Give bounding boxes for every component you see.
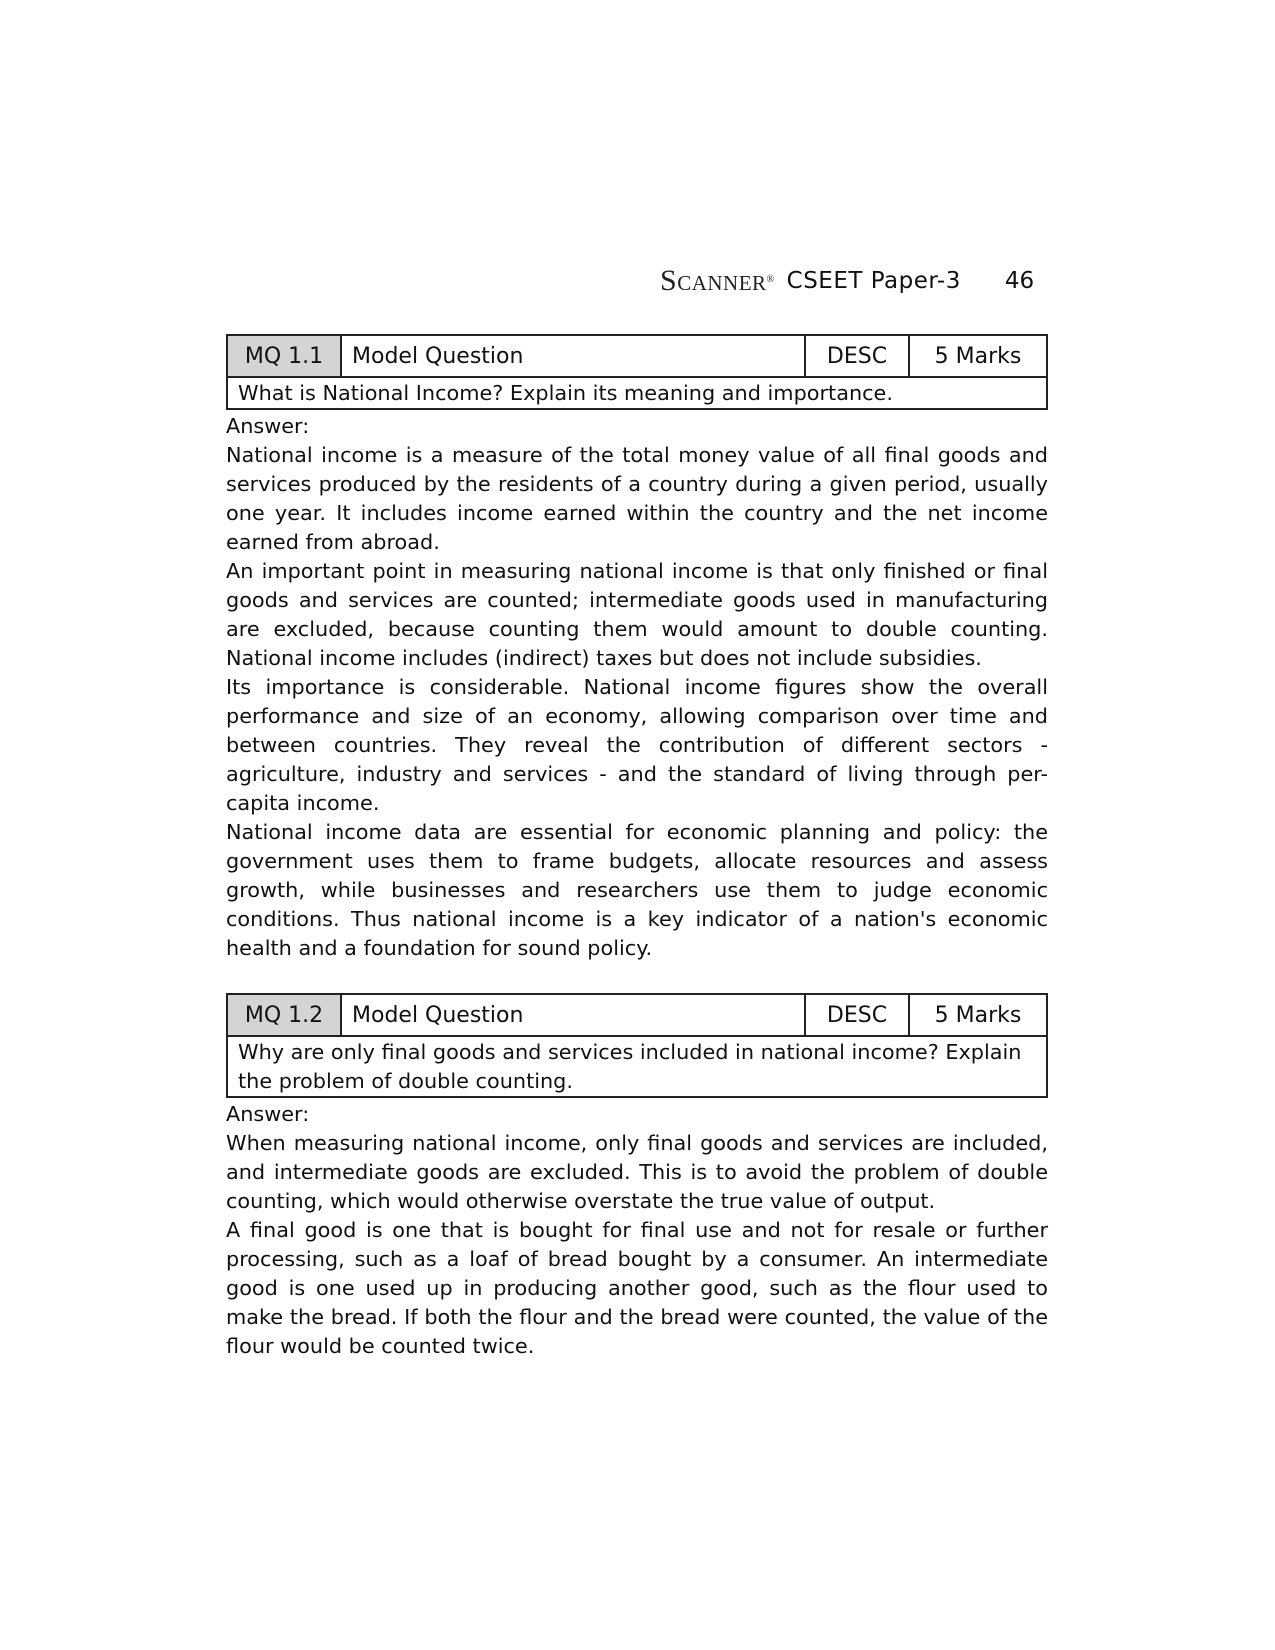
question-text: What is National Income? Explain its meaning and importance. (227, 377, 1047, 409)
question-text: Why are only final goods and services included in national income? Explain the problem of double counting. (227, 1036, 1047, 1097)
page-number: 46 (1004, 268, 1035, 294)
answer-label: Answer: (226, 414, 310, 438)
question-type: DESC (805, 335, 909, 377)
question-marks: 5 Marks (909, 994, 1047, 1036)
question-block (226, 993, 1048, 1361)
question-table (226, 334, 1048, 410)
question-code: MQ 1.1 (227, 335, 341, 377)
question-block (226, 334, 1048, 963)
question-code: MQ 1.2 (227, 994, 341, 1036)
page-header (660, 262, 1050, 300)
answer-paragraph: National income is a measure of the total money value of all final goods and services produced by the residents of a country during a given period, usually one year. It includes income earned within the country and the net income earned from abroad. (226, 443, 1048, 554)
answer-paragraph: When measuring national income, only final goods and services are included, and intermediate goods are excluded. This is to avoid the problem of double counting, which would otherwise overstate the true value of output. (226, 1131, 1048, 1213)
scanner-logo: SCANNER® (660, 264, 775, 297)
answer-paragraph: An important point in measuring national income is that only finished or final goods and services are counted; intermediate goods used in manufacturing are excluded, because counting them would amount to double counting. National income includes (indirect) taxes but does not include subsidies. (226, 559, 1048, 670)
question-label: Model Question (341, 994, 805, 1036)
question-table (226, 993, 1048, 1098)
question-type: DESC (805, 994, 909, 1036)
question-marks: 5 Marks (909, 335, 1047, 377)
document-title: CSEET Paper-3 (786, 268, 961, 294)
question-label: Model Question (341, 335, 805, 377)
answer-paragraph: National income data are essential for economic planning and policy: the government uses them to frame budgets, allocate resources and assess growth, while businesses and researchers use them to judge economic conditions. Thus national income is a key indicator of a nation's economic health and a foundation for sound policy. (226, 820, 1048, 960)
answer-label: Answer: (226, 1102, 310, 1126)
answer-paragraph: A final good is one that is bought for final use and not for resale or further processing, such as a loaf of bread bought by a consumer. An intermediate good is one used up in producing another good, such as the flour used to make the bread. If both the flour and the bread were counted, the value of the flour would be counted twice. (226, 1218, 1048, 1358)
answer-paragraph: Its importance is considerable. National income figures show the overall performance and size of an economy, allowing comparison over time and between countries. They reveal the contribution of different sectors - agriculture, industry and services - and the standard of living through per-capita income. (226, 675, 1048, 815)
